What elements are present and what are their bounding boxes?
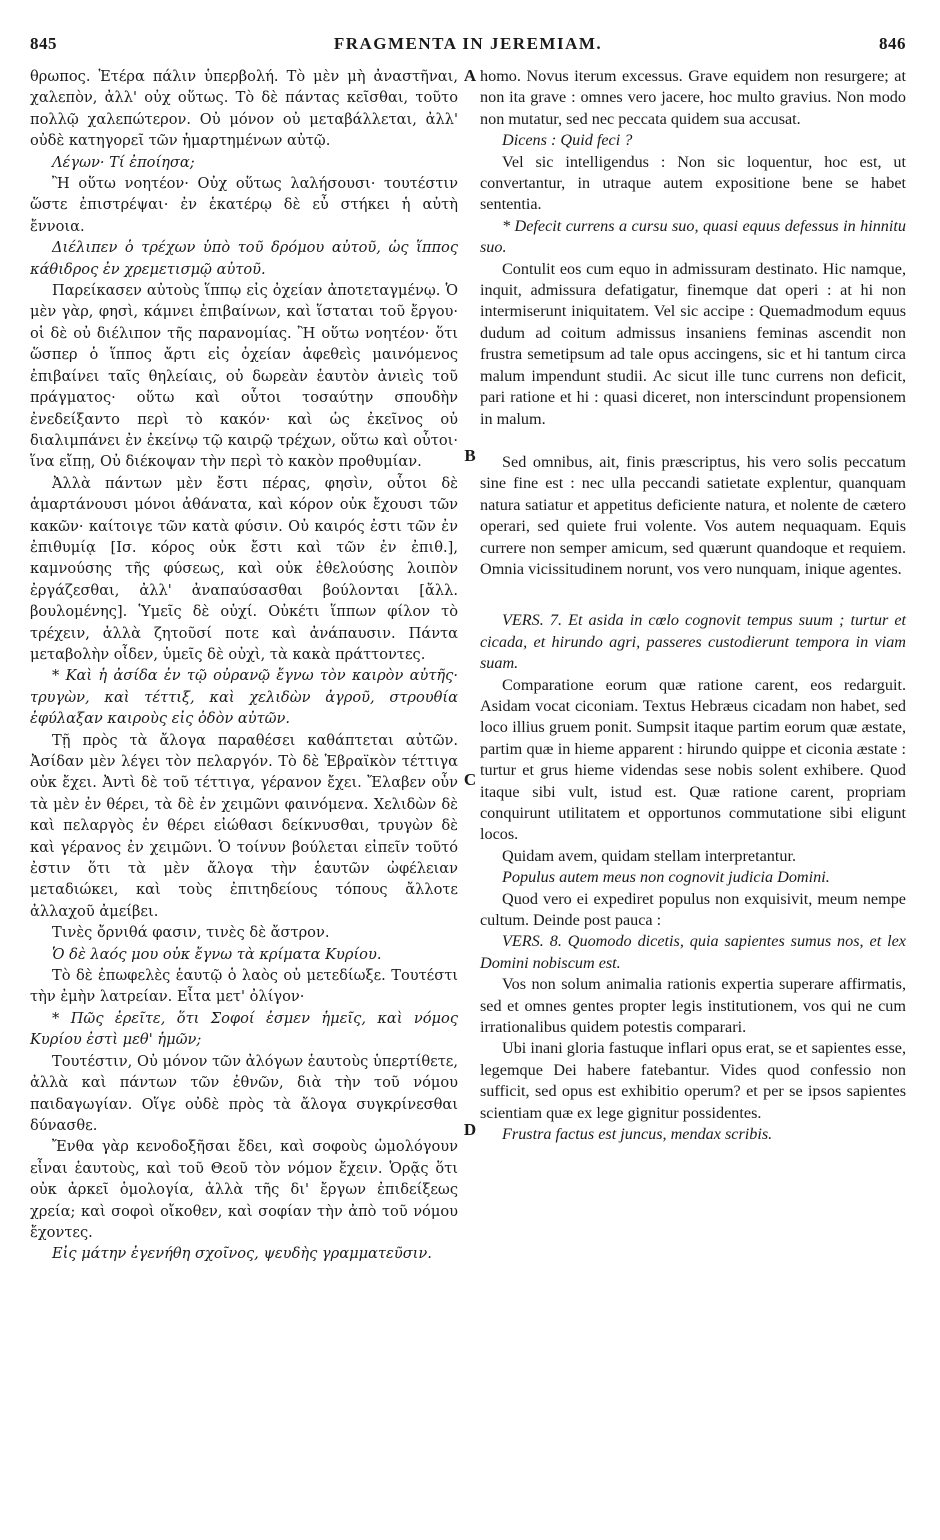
- latin-lemma: Frustra factus est juncus, mendax scribis.: [502, 1125, 773, 1144]
- latin-paragraph: Vos non solum animalia rationis expertia superare affirmatis, sed et omnes gentes propter legis institutionem, vos qui ne cum irrationalibus quidem potestis comparari.: [480, 975, 906, 1037]
- greek-paragraph: Τουτέστιν, Οὐ μόνον τῶν ἀλόγων ἑαυτοὺς ὑπερτίθετε, ἀλλὰ καὶ πάντων τῶν ἐθνῶν, διὰ τὴν τοῦ νόμου παιδαγωγίαν. Οἵγε οὐδὲ πρὸς τὰ ἄλογα συγκρίνεσθαι δύνασθε.: [30, 1052, 458, 1134]
- greek-lemma: * Πῶς ἐρεῖτε, ὅτι Σοφοί ἐσμεν ἡμεῖς, καὶ νόμος Κυρίου ἐστὶ μεθ' ἡμῶν;: [30, 1009, 458, 1049]
- greek-paragraph: Ἢ οὕτω νοητέον· Οὐχ οὕτως λαλήσουσι· τουτέστιν ὥστε ἐπιστρέψαι· ἐν ἑκατέρῳ δὲ εὖ στήκει ἡ αὐτὴ ἔννοια.: [30, 175, 458, 235]
- latin-paragraph: Comparatione eorum quæ ratione carent, eos redarguit. Asidam vocat ciconiam. Textus Hebræus cicadam non habet, sed loco illius gruem ponit. Sumpsit itaque partim eorum quæ æstate, partim quæ in hieme apparent : hirundo quippe et ciconia æstate : turtur et grus hieme videndas sese nobis solent exhibere. Quod itaque sibi vult, istud est. Quæ ratione carent, propriam conquirunt utilitatem et opportunos commutatione sibi eligunt locos.: [480, 675, 906, 844]
- latin-lemma: VERS. 7. Et asida in cœlo cognovit tempus suum ; turtur et cicada, et hirundo agri, passeres custodierunt tempora in viam suam.: [480, 611, 906, 673]
- margin-marker-a: A: [463, 66, 477, 85]
- greek-lemma: * Καὶ ἡ ἀσίδα ἐν τῷ οὐρανῷ ἔγνω τὸν καιρὸν αὐτῆς· τρυγὼν, καὶ τέττιξ, καὶ χελιδὼν ἀγροῦ, στρουθία ἐφύλαξαν καιροὺς εἰς ὁδὸν αὐτῶν.: [30, 667, 458, 728]
- latin-paragraph: Quidam avem, quidam stellam interpretantur.: [502, 846, 796, 865]
- margin-marker-d: D: [463, 1120, 477, 1139]
- latin-paragraph: Contulit eos cum equo in admissuram destinato. Hic namque, inquit, admissura defatigatur, finemque dat operi : at hi non intermiserunt iniquitatem. Vel sic accipe : Quemadmodum equus dudum ad coitum admissus insaniens feminas ascendit non frustra semetipsum ad tale opus accingens, sic et hi tantum circa malum impendunt studii. Ac sicut ille tunc currens non deficit, pari ratione et hi : quasi diceret, non interscindunt propensionem in malum.: [480, 259, 906, 428]
- latin-lemma: Populus autem meus non cognovit judicia Domini.: [502, 868, 830, 887]
- greek-lemma: Διέλιπεν ὁ τρέχων ὑπὸ τοῦ δρόμου αὐτοῦ, ὡς ἵππος κάθιδρος ἐν χρεμετισμῷ αὐτοῦ.: [30, 239, 458, 278]
- greek-lemma: Ὁ δὲ λαός μου οὐκ ἔγνω τὰ κρίματα Κυρίου.: [52, 945, 382, 963]
- running-title: FRAGMENTA IN JEREMIAM.: [333, 34, 603, 53]
- greek-paragraph: Παρείκασεν αὐτοὺς ἵππῳ εἰς ὀχείαν ἀποτεταγμένῳ. Ὁ μὲν γὰρ, φησὶ, κάμνει ἐπιβαίνων, καὶ ἵσταται τοῦ ἔργου· οἱ δὲ οὐ διέλιπον τῆς παρανομίας. Ἢ οὕτω νοητέον· ὅτι ὥσπερ ὁ ἵππος ἄρτι εἰς ὀχείαν ἀφεθεὶς μαινόμενος ἐπιβαίνει ταῖς θηλείαις, οὐ δωρεὰν ἑαυτὸν ἀνιεὶς τοῦ πράγματος· οὕτω καὶ οὗτοι τοσαύτην σπουδὴν ἐνεδείξαντο περὶ τὸ κακόν· καὶ ὡς ἐκεῖνος οὐ διαλιμπάνει ἐν ἐκείνῳ τῷ καιρῷ τρέχων, οὕτω καὶ οὗτοι· ἵνα εἴπῃ, Οὐ διέκοψαν τὴν περὶ τὸ κακὸν προθυμίαν.: [30, 282, 458, 471]
- latin-lemma: Dicens : Quid feci ?: [502, 131, 633, 150]
- greek-paragraph: Ἀλλὰ πάντων μὲν ἔστι πέρας, φησὶν, οὗτοι δὲ ἁμαρτάνουσι μόνοι ἀθάνατα, καὶ κόρον οὐκ ἔχουσι τῶν κακῶν· καίτοιγε τῶν κατὰ φύσιν. Οὐ καιρός ἐστι τῶν ἐν ἐπιθυμίᾳ [Ισ. κόρος οὐκ ἔστι καὶ τῶν ἐν ἐπιθ.], καμνούσης τῆς φύσεως, καὶ οὐκ ἐθελούσης λοιπὸν ἐργάζεσθαι, ἀλλ' ἀναπαύσασθαι βούλονται [ἄλλ. βουλομένης]. Ὑμεῖς δὲ οὐχί. Οὐκέτι ἵππων φίλον τὸ τρέχειν, ἀλλὰ ζητοῦσί ποτε καὶ ἀνάπαυσιν. Πάντα μεταβολὴν οἶδεν, ὑμεῖς δὲ οὐχὶ, τὰ κακὰ πράττοντες.: [30, 474, 458, 663]
- latin-paragraph: Ubi inani gloria fastuque inflari opus erat, se et sapientes esse, legemque Dei habere fatebantur. Vides quod confessio non sufficit, sed opus est exhibitio operum? et per se ipsos sapientes scientiam quæ ex lege gignitur possidentes.: [480, 1039, 906, 1122]
- greek-paragraph: Τὸ δὲ ἐπωφελὲς ἑαυτῷ ὁ λαὸς οὐ μετεδίωξε. Τουτέστι τὴν ἐμὴν λατρείαν. Εἶτα μετ' ὀλίγον·: [30, 967, 458, 1006]
- latin-paragraph: homo. Novus iterum excessus. Grave equidem non resurgere; at non ita grave : omnes vero jacere, hoc multo gravius. Non modo non mutatur, sed nec peccata quidem sua accusat.: [480, 67, 906, 128]
- page-header: [30, 34, 906, 58]
- latin-lemma: * Defecit currens a cursu suo, quasi equus defessus in hinnitu suo.: [480, 216, 906, 257]
- margin-marker-b: B: [464, 446, 476, 465]
- greek-paragraph: Ἔνθα γὰρ κενοδοξῆσαι ἔδει, καὶ σοφοὺς ὡμολόγουν εἶναι ἑαυτοὺς, καὶ τοῦ Θεοῦ τὸν νόμον ἔχειν. Ὁρᾷς ὅτι οὐκ ἀρκεῖ ὁμολογία, ἀλλὰ τῆς δι' ἔργων ἐπιδείξεως χρεία; καὶ σοφοὶ οἴκοθεν, καὶ σοφίαν τὴν ἀπὸ τοῦ νόμου ἔχοντες.: [30, 1138, 458, 1241]
- page-number-left: 845: [30, 34, 57, 53]
- greek-lemma: Εἰς μάτην ἐγενήθη σχοῖνος, ψευδὴς γραμματεῦσιν.: [52, 1245, 432, 1263]
- greek-lemma: Λέγων· Τί ἐποίησα;: [52, 153, 195, 171]
- greek-paragraph: Τινὲς ὄρνιθά φασιν, τινὲς δὲ ἄστρον.: [52, 924, 330, 942]
- greek-paragraph: θρωπος. Ἑτέρα πάλιν ὑπερβολή. Τὸ μὲν μὴ ἀναστῆναι, χαλεπὸν, ἀλλ' οὐχ οὕτως. Τὸ δὲ πάντας κεῖσθαι, τοῦτο πολλῷ χαλεπώτερον. Οὐ μόνον οὐ μεταβάλλεται, ἀλλ' οὐδὲ κατηγορεῖ τῶν ἡμαρτημένων αὐτῷ.: [30, 68, 458, 150]
- latin-paragraph: Vel sic intelligendus : Non sic loquentur, hoc est, ut convertantur, in utraque autem expositione bene se habet sententia.: [480, 152, 906, 214]
- greek-column: [30, 66, 458, 1265]
- latin-paragraph: Sed omnibus, ait, finis præscriptus, his vero solis peccatum sine fine est : nec ulla peccandi satietate explentur, quanquam natura satiatur et appetitus deficiente natura, et nolente de cætero operari, sed quiete frui volente. Vos autem nequaquam. Equis currere non semper amicum, sed quærunt quandoque et requiem. Omnia vicissitudinem norunt, vos vero nunquam, inique agentes.: [480, 452, 906, 578]
- page-number-right: 846: [879, 34, 906, 53]
- spacer: [480, 580, 906, 610]
- latin-lemma: VERS. 8. Quomodo dicetis, quia sapientes sumus nos, et lex Domini nobiscum est.: [480, 932, 906, 972]
- greek-paragraph: Τῇ πρὸς τὰ ἄλογα παραθέσει καθάπτεται αὐτῶν. Ἀσίδαν μὲν λέγει τὸν πελαργόν. Τὸ δὲ Ἑβραϊκὸν τέττιγα οὐκ ἔχει. Ἀντὶ δὲ τοῦ τέττιγα, γέρανον ἔχει. Ἔλαβεν οὖν τὰ μὲν ἐν θέρει, τὰ δὲ ἐν χειμῶνι φαινόμενα. Χελιδὼν δὲ καὶ πελαργὸς ἐν θέρει εἰώθασι δείκνυσθαι, τρυγὼν δὲ καὶ γέρανος ἐν χειμῶνι. Ὁ τοίνυν βούλεται εἰπεῖν τοῦτό ἐστιν ὅτι τὰ μὲν ἄλογα τὴν ἑαυτῶν ὠφέλειαν μεταδιώκει, καὶ τοὺς ἐπιτηδείους τόπους ἄλλοτε ἀλλαχοῦ ἀμείβει.: [30, 731, 458, 920]
- latin-column: [480, 66, 906, 1146]
- margin-marker-c: C: [463, 770, 477, 789]
- latin-paragraph: Quod vero ei expediret populus non exquisivit, meum nempe cultum. Deinde post pauca :: [480, 889, 906, 930]
- spacer: [480, 430, 906, 452]
